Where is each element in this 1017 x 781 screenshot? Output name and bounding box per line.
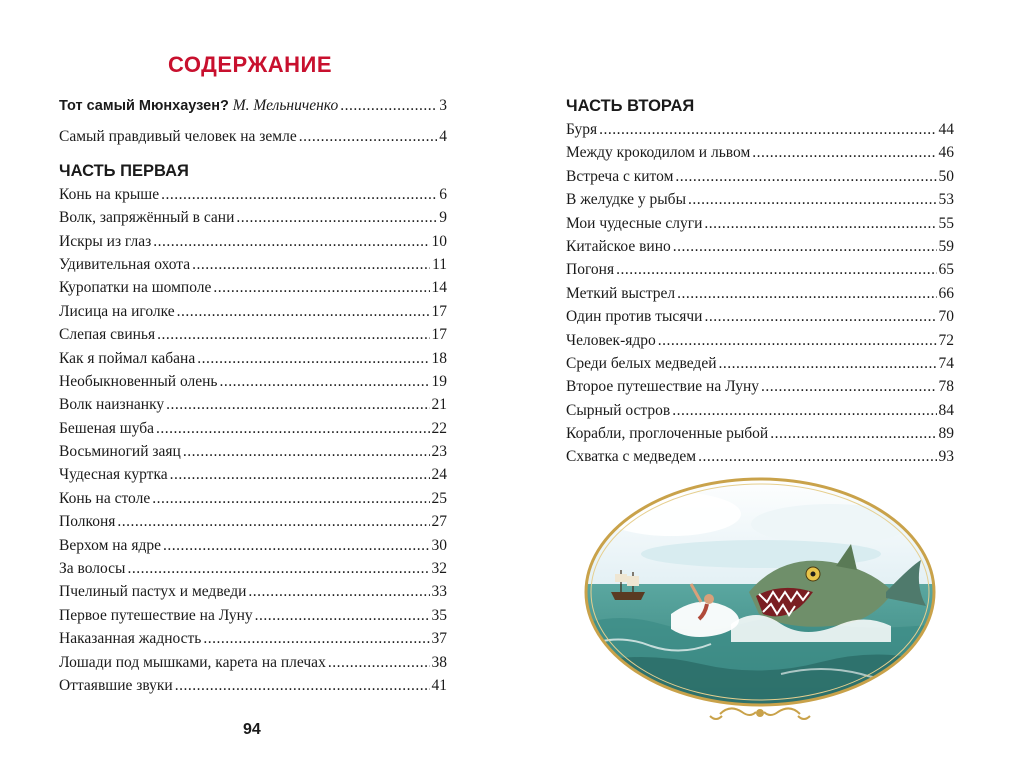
toc-entry-title: Необыкновенный олень [59,372,218,390]
toc-entry-title: Чудесная куртка [59,466,168,484]
toc-entry-page: 22 [431,419,447,437]
toc-entry-page: 37 [431,630,447,648]
toc-entry[interactable] [566,352,954,375]
toc-entry-title: Слепая свинья [59,326,156,344]
leader-dots [599,118,936,141]
toc-entry-page: 72 [938,331,954,349]
toc-entry[interactable] [59,627,447,650]
toc-entry[interactable] [566,305,954,328]
toc-entry-page: 41 [431,676,447,694]
toc-entry[interactable] [566,329,954,352]
toc-entry[interactable] [59,253,447,276]
toc-entry[interactable] [59,300,447,323]
toc-entry-page: 10 [431,232,447,250]
leader-dots [127,557,429,580]
toc-entry[interactable] [566,141,954,164]
toc-entry-title: Искры из глаз [59,232,152,250]
toc-entry-title: Буря [566,121,598,138]
toc-entry[interactable] [566,258,954,281]
toc-right-column [566,94,954,469]
leader-dots [673,235,937,258]
leader-dots [213,276,429,299]
leader-dots [340,94,437,117]
leader-dots [197,347,429,370]
toc-entry[interactable] [59,323,447,346]
toc-entry-page: 84 [938,401,954,419]
toc-entry[interactable] [59,557,447,580]
leader-dots [675,165,936,188]
toc-entry-page: 32 [431,560,447,578]
toc-entry-title: Волк, запряжённый в сани [59,209,235,227]
giant-fish-swimmer-ship-vignette-icon [581,474,939,732]
toc-entry-title: Лисица на иголке [59,302,175,320]
leader-dots [117,510,429,533]
toc-entry[interactable] [59,651,447,674]
toc-entry-title: Наказанная жадность [59,630,202,648]
toc-entry-title: Схватка с медведем [566,448,697,466]
toc-entry-title: Первое путешествие на Луну [59,606,253,624]
toc-entry-page: 46 [938,144,954,162]
toc-entry-title: Самый правдивый человек на земле [59,128,297,146]
toc-entry-title: Мои чудесные слуги [566,214,703,232]
toc-entry[interactable] [59,534,447,557]
leader-dots [175,674,430,697]
leader-dots [161,183,437,206]
toc-entry-title: Китайское вино [566,237,671,255]
leader-dots [177,300,430,323]
toc-entry[interactable] [59,206,447,229]
toc-entry-page: 70 [938,308,954,326]
leader-dots [616,258,936,281]
toc-entry-page: 50 [938,167,954,185]
toc-entry-title: Восьминогий заяц [59,443,181,461]
leader-dots [770,422,936,445]
leader-dots [752,141,936,164]
toc-list-part-two [566,118,954,469]
leader-dots [672,399,936,422]
toc-entry-title: Среди белых медведей [566,354,717,372]
toc-entry-page: 21 [431,396,447,414]
toc-entry-title: Бешеная шуба [59,419,155,437]
toc-entry[interactable] [566,118,954,141]
toc-entry-title: Меткий выстрел [566,284,676,302]
leader-dots [153,230,429,253]
toc-entry[interactable] [59,674,447,697]
toc-entry-title: Второе путешествие на Луну [566,378,759,396]
toc-entry-title: Оттаявшие звуки [59,676,173,694]
leader-dots [704,212,936,235]
toc-entry-title: Тот самый Мюнхаузен? [59,98,229,114]
section-heading-part-one: ЧАСТЬ ПЕРВАЯ [59,161,189,180]
leader-dots [203,627,429,650]
leader-dots [163,534,430,557]
toc-entry[interactable] [566,445,954,468]
toc-entry-page: 24 [431,466,447,484]
leader-dots [761,375,937,398]
leader-dots [192,253,430,276]
toc-entry-author: М. Мельниченко [232,97,339,114]
toc-list-part-one [59,183,447,698]
leader-dots [183,440,430,463]
toc-entry-page: 44 [938,121,954,138]
toc-entry-title: Корабли, проглоченные рыбой [566,425,769,443]
toc-entry[interactable] [566,165,954,188]
toc-entry-page: 35 [431,606,447,624]
toc-entry-page: 11 [432,255,447,273]
toc-entry-page: 74 [938,354,954,372]
toc-entry-page: 27 [431,513,447,531]
toc-entry-page: 18 [431,349,447,367]
leader-dots [719,352,937,375]
leader-dots [704,305,936,328]
toc-entry[interactable] [59,370,447,393]
toc-entry[interactable] [566,375,954,398]
toc-entry-page: 93 [938,448,954,466]
toc-entry[interactable] [59,230,447,253]
toc-entry[interactable] [59,487,447,510]
toc-entry-page: 25 [431,489,447,507]
toc-entry-page: 3 [439,97,447,114]
toc-entry-page: 14 [431,279,447,297]
toc-entry-page: 89 [938,425,954,443]
toc-entry-page: 30 [431,536,447,554]
leader-dots [152,487,429,510]
sea-monster-illustration [581,474,939,732]
toc-entry-page: 23 [431,443,447,461]
toc-entry-page: 6 [439,185,447,203]
toc-entry-title: Между крокодилом и львом [566,144,751,162]
toc-entry-title: За волосы [59,560,126,578]
toc-entry[interactable] [59,440,447,463]
toc-entry-title: Сырный остров [566,401,671,419]
section-heading-part-two: ЧАСТЬ ВТОРАЯ [566,97,695,115]
leader-dots [170,463,430,486]
toc-entry-title: В желудке у рыбы [566,191,686,209]
toc-entry-title: Лошади под мышками, карета на плечах [59,653,326,671]
toc-entry-title: Конь на столе [59,489,151,507]
toc-entry[interactable] [59,347,447,370]
leader-dots [299,125,438,148]
leader-dots [658,329,937,352]
toc-entry[interactable] [59,510,447,533]
toc-entry-title: Один против тысячи [566,308,703,326]
toc-entry-page: 9 [439,209,447,227]
toc-entry-title: Встреча с китом [566,167,674,185]
toc-entry-title: Полконя [59,513,116,531]
leader-dots [156,417,429,440]
toc-entry-page: 59 [938,237,954,255]
toc-entry-title: Конь на крыше [59,185,160,203]
toc-entry-title: Как я поймал кабана [59,349,196,367]
toc-entry-title: Человек-ядро [566,331,656,349]
toc-intro-entry[interactable] [59,125,447,148]
toc-entry-page: 66 [938,284,954,302]
toc-entry-page: 65 [938,261,954,279]
toc-entry-title: Волк наизнанку [59,396,165,414]
leader-dots [328,651,430,674]
toc-entry-page: 78 [938,378,954,396]
leader-dots [255,604,430,627]
toc-entry-page: 17 [431,302,447,320]
toc-entry[interactable] [566,212,954,235]
toc-entry[interactable] [566,422,954,445]
leader-dots [688,188,937,211]
leader-dots [248,580,429,603]
toc-left-column [59,94,447,697]
toc-entry-page: 4 [439,128,447,146]
toc-intro-entry[interactable] [59,94,447,117]
toc-entry-page: 33 [431,583,447,601]
toc-entry-page: 38 [431,653,447,671]
toc-entry[interactable] [59,417,447,440]
page-number: 94 [243,721,261,738]
toc-entry-title: Удивительная охота [59,255,191,273]
toc-entry[interactable] [566,282,954,305]
leader-dots [166,393,429,416]
toc-entry-title: Куропатки на шомполе [59,279,212,297]
toc-entry-page: 53 [938,191,954,209]
toc-entry-title: Погоня [566,261,615,279]
toc-entry[interactable] [59,183,447,206]
page-title: СОДЕРЖАНИЕ [168,52,333,77]
leader-dots [220,370,430,393]
toc-entry[interactable] [59,604,447,627]
toc-entry[interactable] [566,235,954,258]
toc-entry-page: 55 [938,214,954,232]
toc-entry-page: 19 [431,372,447,390]
leader-dots [698,445,936,468]
toc-entry[interactable] [59,276,447,299]
toc-entry-title: Пчелиный пастух и медведи [59,583,247,601]
leader-dots [677,282,936,305]
toc-entry[interactable] [59,580,447,603]
leader-dots [236,206,437,229]
toc-entry[interactable] [59,463,447,486]
toc-entry[interactable] [566,399,954,422]
toc-entry-page: 17 [431,326,447,344]
toc-entry[interactable] [566,188,954,211]
leader-dots [157,323,429,346]
toc-entry[interactable] [59,393,447,416]
toc-entry-title: Верхом на ядре [59,536,161,554]
